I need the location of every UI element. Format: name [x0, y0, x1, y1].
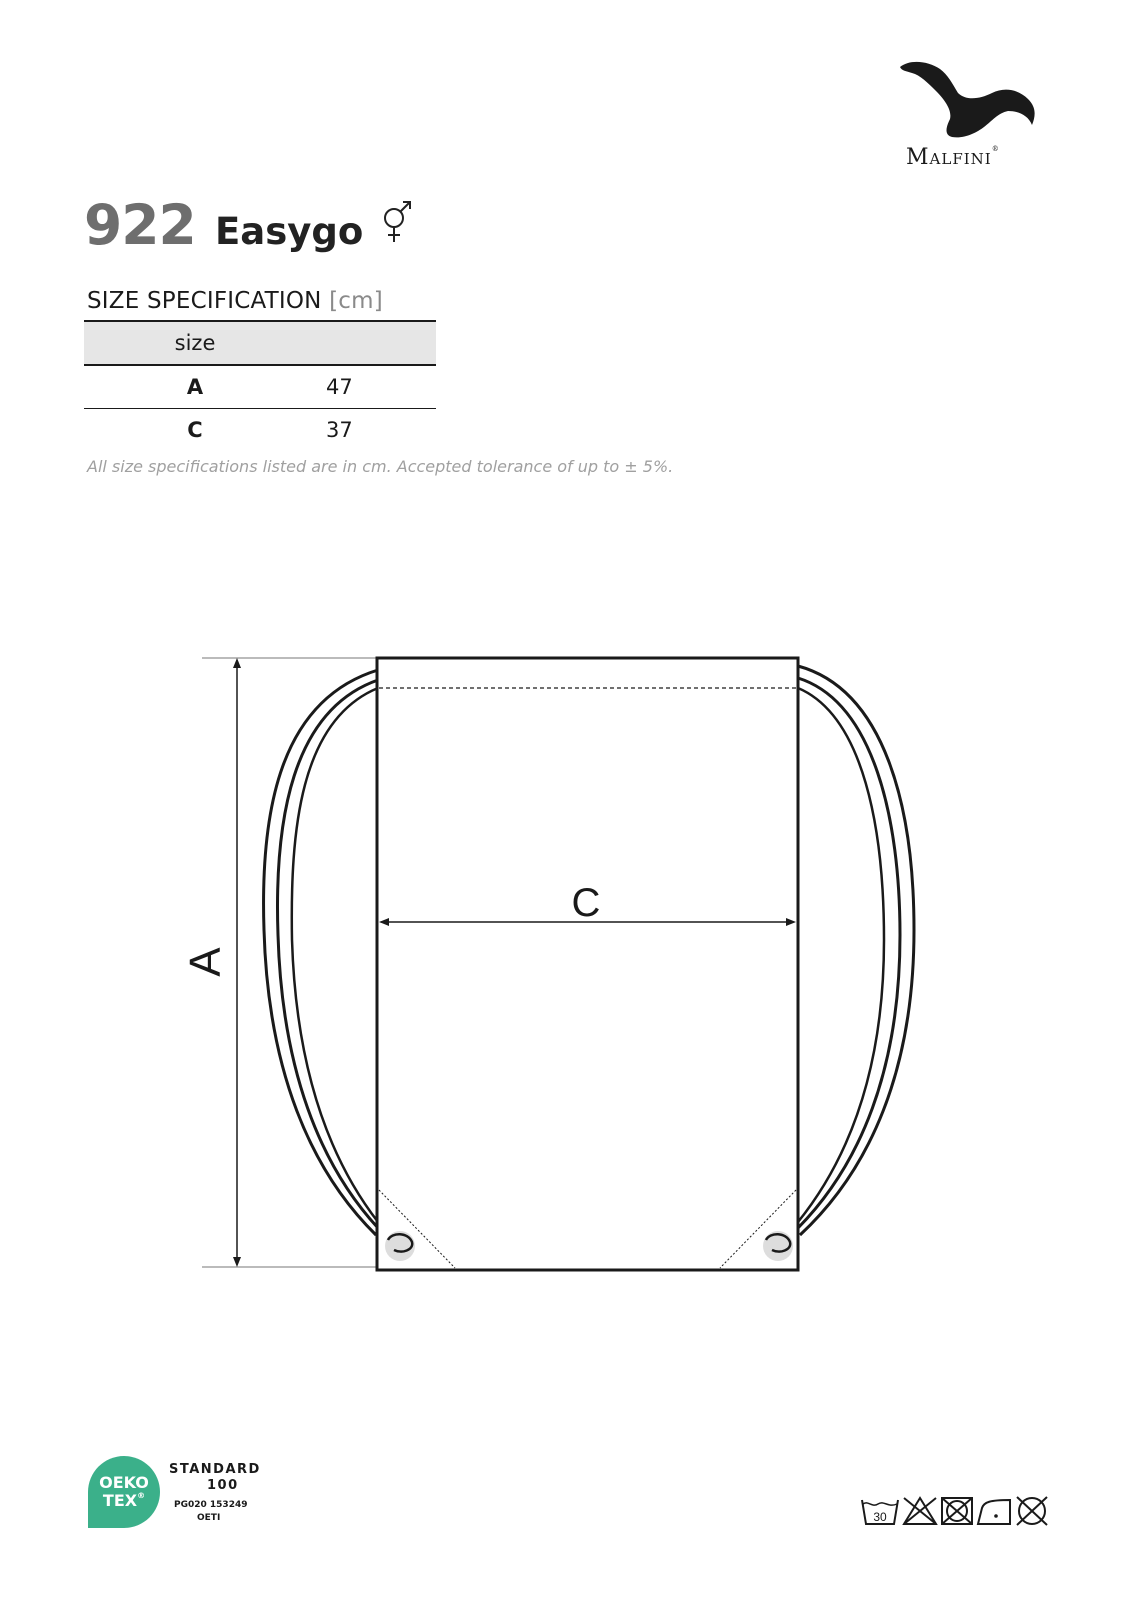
iron-low-icon	[978, 1500, 1010, 1524]
oeko-tex-badge	[88, 1456, 160, 1528]
spec-heading-text: SIZE SPECIFICATION	[87, 288, 322, 314]
size-table	[84, 320, 436, 451]
eagle-logo-icon	[900, 55, 1060, 145]
oeko-certificate-code: PG020 153249	[174, 1500, 248, 1510]
brand-name: Malfini®	[906, 145, 1000, 170]
brand-logo	[900, 55, 1070, 185]
size-value: 47	[306, 365, 436, 409]
svg-text:30: 30	[873, 1510, 887, 1524]
size-key: A	[84, 365, 306, 409]
drawstring-bag-outline-icon	[180, 650, 960, 1310]
size-header-value	[306, 321, 436, 365]
oeko-standard-number: 100	[207, 1478, 239, 1493]
product-code: 922	[84, 193, 196, 257]
bag-diagram	[180, 650, 960, 1310]
spec-heading	[87, 288, 383, 314]
unisex-icon	[380, 200, 420, 250]
spec-unit: [cm]	[329, 288, 383, 314]
wash-30-icon	[862, 1500, 898, 1524]
dimension-a-label: A	[181, 947, 230, 977]
oeko-line2: TEX®	[102, 1491, 146, 1510]
dimension-c-label: C	[571, 881, 601, 925]
care-icons	[860, 1492, 1060, 1532]
table-row	[84, 409, 436, 452]
oeko-standard: STANDARD	[169, 1462, 261, 1477]
tolerance-note: All size specifications listed are in cm. Accepted tolerance of up to ± 5%.	[87, 457, 674, 476]
size-value: 37	[326, 418, 353, 442]
no-dry-clean-icon	[1017, 1497, 1047, 1525]
oeko-line1: OEKO	[99, 1473, 149, 1492]
size-header-label: size	[84, 321, 306, 365]
table-row	[84, 365, 436, 409]
product-name: Easygo	[215, 210, 364, 253]
no-tumble-dry-icon	[942, 1498, 972, 1524]
oeko-institute: OETI	[197, 1513, 221, 1523]
size-key: C	[187, 418, 203, 442]
size-table-header	[84, 321, 436, 365]
no-bleach-icon	[904, 1498, 936, 1524]
